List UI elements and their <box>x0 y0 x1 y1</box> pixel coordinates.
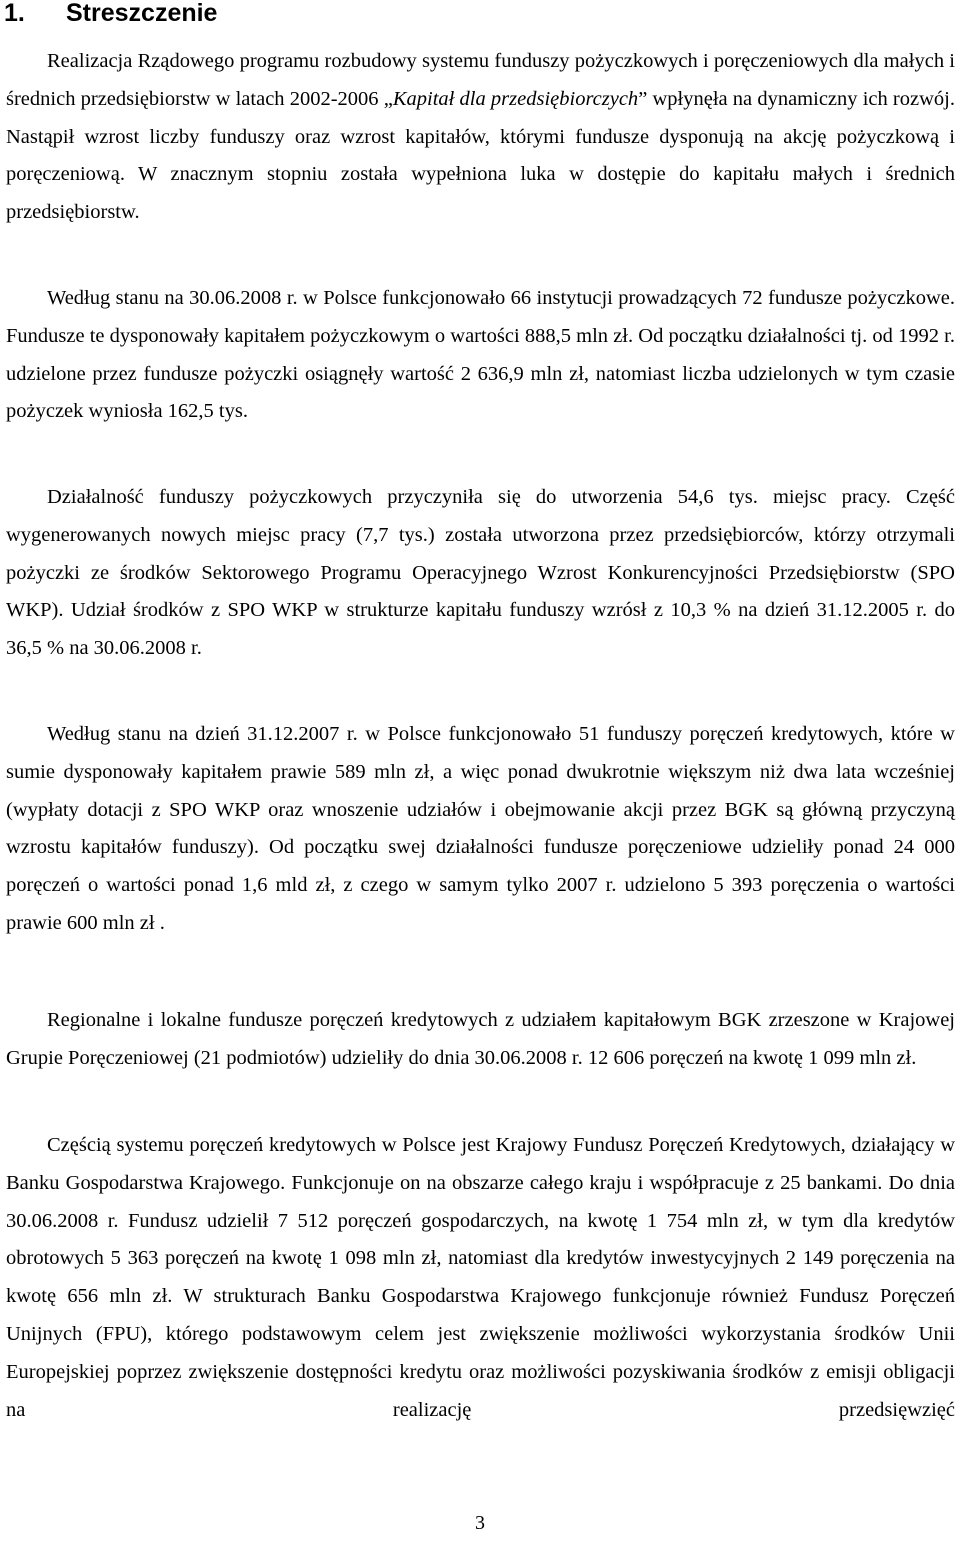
page-number: 3 <box>475 1512 485 1534</box>
paragraph-4: Według stanu na dzień 31.12.2007 r. w Polsce funkcjonowało 51 funduszy poręczeń kredytowych, które w sumie dysponowały kapitałem prawie 589 mln zł, a więc ponad dwukrotnie większym niż dwa lata wcześniej (wypłaty dotacji z SPO WKP oraz wnoszenie udziałów i obejmowanie akcji przez BGK są główną przyczyną wzrostu kapitałów funduszy). Od początku swej działalności fundusze poręczeniowe udzieliły ponad 24 000 poręczeń o wartości ponad 1,6 mld zł, z czego w samym tylko 2007 r. udzielono 5 393 poręczenia o wartości prawie 600 mln zł . <box>6 723 955 934</box>
program-name: Kapitał dla przedsiębiorczych <box>392 87 639 110</box>
paragraph-5: Regionalne i lokalne fundusze poręczeń kredytowych z udziałem kapitałowym BGK zrzeszone w Krajowej Grupie Poręczeniowej (21 podmiotów) udzieliły do dnia 30.06.2008 r. 12 606 poręczeń na kwotę 1 099 mln zł. <box>6 1009 955 1069</box>
section-title: Streszczenie <box>66 0 218 27</box>
paragraph-1-text-start: Realizacja Rządowego programu rozbudowy systemu funduszy pożyczkowych i poręczeniowych dla małych i średnich przedsiębiorstw w latach 2002-2006 „ <box>6 50 955 110</box>
paragraph-2: Według stanu na 30.06.2008 r. w Polsce funkcjonowało 66 instytucji prowadzących 72 fundusze pożyczkowe. Fundusze te dysponowały kapitałem pożyczkowym o wartości 888,5 mln zł. Od początku działalności tj. od 1992 r. udzielone przez fundusze pożyczki osiągnęły wartość 2 636,9 mln zł, natomiast liczba udzielonych w tym czasie pożyczek wyniosła 162,5 tys. <box>6 287 955 423</box>
paragraph-3: Działalność funduszy pożyczkowych przyczyniła się do utworzenia 54,6 tys. miejsc pracy. Część wygenerowanych nowych miejsc pracy (7,7 tys.) została utworzona przez przedsiębiorców, którzy otrzymali pożyczki ze środków Sektorowego Programu Operacyjnego Wzrost Konkurencyjności Przedsiębiorstw (SPO WKP). Udział środków z SPO WKP w strukturze kapitału funduszy wzrósł z 10,3 % na dzień 31.12.2005 r. do 36,5 % na 30.06.2008 r. <box>6 486 955 660</box>
paragraph-1 <box>6 43 955 232</box>
paragraph-1-text-end: ” wpłynęła na dynamiczny ich rozwój. Nastąpił wzrost liczby funduszy oraz wzrost kapitałów, którymi fundusze dysponują na akcję pożyczkową i poręczeniową. W znacznym stopniu została wypełniona luka w dostępie do kapitału małych i średnich przedsiębiorstw. <box>6 87 955 224</box>
paragraph-6: Częścią systemu poręczeń kredytowych w Polsce jest Krajowy Fundusz Poręczeń Kredytowych, działający w Banku Gospodarstwa Krajowego. Funkcjonuje on na obszarze całego kraju i współpracuje z 25 bankami. Do dnia 30.06.2008 r. Fundusz udzielił 7 512 poręczeń gospodarczych, na kwotę 1 754 mln zł, w tym dla kredytów obrotowych 5 363 poręczeń na kwotę 1 098 mln zł, natomiast dla kredytów inwestycyjnych 2 149 poręczenia na kwotę 656 mln zł. W strukturach Banku Gospodarstwa Krajowego funkcjonuje również Fundusz Poręczeń Unijnych (FPU), którego podstawowym celem jest zwiększenie możliwości wykorzystania środków Unii Europejskiej poprzez zwiększenie dostępności kredytu oraz możliwości pozyskiwania środków z emisji obligacji na realizację przedsięwzięć <box>6 1134 955 1421</box>
section-heading <box>4 0 217 28</box>
section-number: 1. <box>4 0 25 27</box>
